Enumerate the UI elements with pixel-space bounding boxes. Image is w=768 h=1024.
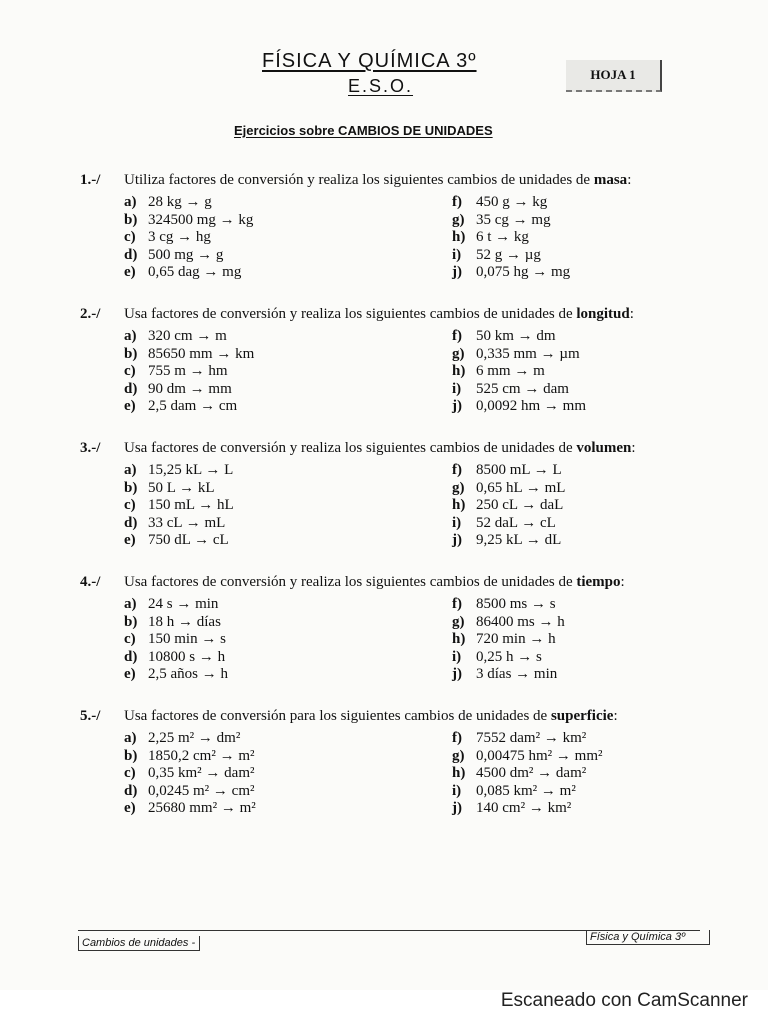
item-conversion: 52 daL → cL xyxy=(476,514,556,531)
item-conversion: 0,35 km² → dam² xyxy=(148,765,255,781)
item-conversion: 525 cm → dam xyxy=(476,380,569,397)
exercise-number: 2.-/ xyxy=(80,306,101,322)
exercise-instruction xyxy=(124,306,634,323)
exercise-item xyxy=(452,765,603,783)
item-label: a) xyxy=(124,462,137,478)
item-conversion: 720 min → h xyxy=(476,631,556,647)
exercise-item xyxy=(124,765,256,783)
item-label: h) xyxy=(452,229,466,245)
item-label: i) xyxy=(452,782,462,799)
item-conversion: 6 t → kg xyxy=(476,229,529,245)
exercise-column-left xyxy=(124,328,254,416)
item-label: h) xyxy=(452,497,466,513)
item-label: e) xyxy=(124,398,136,414)
item-conversion: 35 cg → mg xyxy=(476,211,551,228)
item-conversion: 0,65 hL → mL xyxy=(476,479,566,496)
item-conversion: 50 km → dm xyxy=(476,328,556,344)
item-conversion: 10800 s → h xyxy=(148,648,226,665)
exercise-item xyxy=(124,614,228,632)
item-label: b) xyxy=(124,345,138,362)
item-conversion: 150 mL → hL xyxy=(148,497,234,513)
exercise-item xyxy=(452,398,586,416)
item-label: i) xyxy=(452,246,462,263)
exercise-column-right xyxy=(452,328,586,416)
exercise-number: 1.-/ xyxy=(80,172,101,188)
item-label: e) xyxy=(124,666,136,682)
exercise-item xyxy=(124,264,253,282)
instruction-end: : xyxy=(620,574,625,590)
exercise-item xyxy=(124,497,234,515)
item-conversion: 0,65 dag → mg xyxy=(148,264,242,280)
exercise-item xyxy=(452,480,565,498)
item-label: c) xyxy=(124,631,136,647)
item-conversion: 25680 mm² → m² xyxy=(148,800,256,816)
exercise-column-left xyxy=(124,462,234,550)
exercise-item xyxy=(452,264,570,282)
exercise-instruction xyxy=(124,172,631,189)
item-conversion: 8500 ms → s xyxy=(476,596,556,612)
exercise-item xyxy=(124,398,254,416)
item-label: b) xyxy=(124,613,138,630)
page-subtitle: E.S.O. xyxy=(348,76,414,96)
item-conversion: 750 dL → cL xyxy=(148,532,229,548)
item-conversion: 3 cg → hg xyxy=(148,229,211,245)
item-label: i) xyxy=(452,380,462,397)
item-conversion: 1850,2 cm² → m² xyxy=(148,747,255,764)
item-label: f) xyxy=(452,596,462,612)
item-conversion: 52 g → µg xyxy=(476,246,541,263)
item-label: j) xyxy=(452,532,462,548)
item-label: e) xyxy=(124,800,136,816)
item-label: f) xyxy=(452,194,462,210)
item-conversion: 0,0092 hm → mm xyxy=(476,398,587,414)
exercise-number: 4.-/ xyxy=(80,574,101,590)
footer-left-label: Cambios de unidades - xyxy=(78,936,200,951)
item-label: e) xyxy=(124,264,136,280)
exercise-column-left xyxy=(124,194,253,282)
exercise-column-right xyxy=(452,730,603,818)
exercise-item xyxy=(124,631,228,649)
exercise-item xyxy=(124,532,234,550)
item-label: j) xyxy=(452,800,462,816)
exercise-item xyxy=(452,614,565,632)
item-label: h) xyxy=(452,631,466,647)
exercise-item xyxy=(452,666,565,684)
instruction-end: : xyxy=(629,306,634,322)
item-label: d) xyxy=(124,246,138,263)
item-label: b) xyxy=(124,211,138,228)
exercise-item xyxy=(124,800,256,818)
scanner-watermark: Escaneado con CamScanner xyxy=(500,990,748,1011)
item-label: c) xyxy=(124,497,136,513)
item-label: h) xyxy=(452,765,466,781)
exercise-item xyxy=(124,649,228,667)
instruction-text: Usa factores de conversión para los siguientes cambios de unidades de xyxy=(124,708,551,724)
exercise-item xyxy=(124,212,253,230)
item-label: d) xyxy=(124,648,138,665)
exercise-item xyxy=(452,596,565,614)
item-conversion: 140 cm² → km² xyxy=(476,800,572,816)
item-label: i) xyxy=(452,514,462,531)
item-conversion: 150 min → s xyxy=(148,631,226,647)
exercise-item xyxy=(124,515,234,533)
item-conversion: 15,25 kL → L xyxy=(148,462,234,478)
page-title: FÍSICA Y QUÍMICA 3º xyxy=(262,50,477,72)
item-label: e) xyxy=(124,532,136,548)
item-conversion: 8500 mL → L xyxy=(476,462,562,478)
section-title: Ejercicios sobre CAMBIOS DE UNIDADES xyxy=(234,123,493,138)
item-label: f) xyxy=(452,462,462,478)
exercise-item xyxy=(452,649,565,667)
item-conversion: 0,00475 hm² → mm² xyxy=(476,747,603,764)
item-label: d) xyxy=(124,380,138,397)
instruction-text: Usa factores de conversión y realiza los siguientes cambios de unidades de xyxy=(124,440,577,456)
item-label: b) xyxy=(124,747,138,764)
exercise-item xyxy=(452,247,570,265)
item-label: a) xyxy=(124,194,137,210)
exercise-item xyxy=(452,515,565,533)
item-label: j) xyxy=(452,398,462,414)
exercise-item xyxy=(452,730,603,748)
instruction-text: Usa factores de conversión y realiza los siguientes cambios de unidades de xyxy=(124,306,577,322)
item-conversion: 50 L → kL xyxy=(148,479,215,496)
item-label: c) xyxy=(124,363,136,379)
instruction-keyword: superficie xyxy=(550,708,614,724)
item-label: g) xyxy=(452,747,465,764)
item-conversion: 324500 mg → kg xyxy=(148,211,254,228)
exercise-item xyxy=(124,480,234,498)
exercise-item xyxy=(124,748,256,766)
instruction-keyword: volumen xyxy=(576,440,632,456)
item-conversion: 500 mg → g xyxy=(148,246,224,263)
item-label: j) xyxy=(452,666,462,682)
item-conversion: 320 cm → m xyxy=(148,328,227,344)
instruction-text: Utiliza factores de conversión y realiza los siguientes cambios de unidades de xyxy=(124,172,594,188)
exercise-item xyxy=(124,730,256,748)
item-conversion: 3 días → min xyxy=(476,666,558,682)
exercise-instruction xyxy=(124,574,625,591)
instruction-keyword: longitud xyxy=(576,306,630,322)
item-conversion: 0,075 hg → mg xyxy=(476,264,571,280)
item-label: g) xyxy=(452,613,465,630)
exercise-instruction xyxy=(124,440,636,457)
item-conversion: 0,085 km² → m² xyxy=(476,782,576,799)
exercise-item xyxy=(452,497,565,515)
item-label: a) xyxy=(124,328,137,344)
item-conversion: 6 mm → m xyxy=(476,363,545,379)
exercise-column-left xyxy=(124,730,256,818)
item-conversion: 2,25 m² → dm² xyxy=(148,730,241,746)
exercise-item xyxy=(452,212,570,230)
exercise-item xyxy=(124,596,228,614)
exercise-column-right xyxy=(452,194,570,282)
exercise-item xyxy=(452,462,565,480)
item-conversion: 2,5 años → h xyxy=(148,666,228,682)
instruction-keyword: tiempo xyxy=(576,574,621,590)
instruction-end: : xyxy=(631,440,636,456)
item-conversion: 33 cL → mL xyxy=(148,514,226,531)
item-conversion: 4500 dm² → dam² xyxy=(476,765,587,781)
exercise-item xyxy=(124,247,253,265)
exercise-item xyxy=(452,783,603,801)
item-conversion: 90 dm → mm xyxy=(148,380,232,397)
exercise-item xyxy=(124,783,256,801)
item-label: c) xyxy=(124,765,136,781)
instruction-text: Usa factores de conversión y realiza los siguientes cambios de unidades de xyxy=(124,574,577,590)
exercise-item xyxy=(452,532,565,550)
item-label: c) xyxy=(124,229,136,245)
exercise-column-right xyxy=(452,462,565,550)
exercise-column-left xyxy=(124,596,228,684)
exercise-item xyxy=(452,631,565,649)
exercise-item xyxy=(452,194,570,212)
item-conversion: 28 kg → g xyxy=(148,194,212,210)
item-conversion: 450 g → kg xyxy=(476,194,548,210)
item-conversion: 18 h → días xyxy=(148,613,221,630)
exercise-item xyxy=(452,346,586,364)
footer-right-label: Física y Química 3º xyxy=(586,930,710,945)
exercise-number: 3.-/ xyxy=(80,440,101,456)
item-conversion: 250 cL → daL xyxy=(476,497,564,513)
exercise-item xyxy=(124,229,253,247)
exercise-item xyxy=(124,666,228,684)
exercise-item xyxy=(452,748,603,766)
item-label: f) xyxy=(452,328,462,344)
exercise-item xyxy=(452,363,586,381)
item-label: f) xyxy=(452,730,462,746)
item-conversion: 24 s → min xyxy=(148,596,219,612)
item-label: d) xyxy=(124,782,138,799)
item-label: j) xyxy=(452,264,462,280)
item-label: a) xyxy=(124,730,137,746)
item-conversion: 86400 ms → h xyxy=(476,613,565,630)
item-conversion: 755 m → hm xyxy=(148,363,228,379)
item-label: i) xyxy=(452,648,462,665)
item-label: h) xyxy=(452,363,466,379)
exercise-instruction xyxy=(124,708,618,725)
instruction-end: : xyxy=(627,172,632,188)
item-conversion: 85650 mm → km xyxy=(148,345,255,362)
item-label: d) xyxy=(124,514,138,531)
exercise-item xyxy=(124,381,254,399)
exercise-column-right xyxy=(452,596,565,684)
exercise-item xyxy=(452,800,603,818)
exercise-item xyxy=(452,381,586,399)
exercise-number: 5.-/ xyxy=(80,708,101,724)
instruction-keyword: masa xyxy=(593,172,628,188)
exercise-item xyxy=(124,363,254,381)
exercise-item xyxy=(124,328,254,346)
item-conversion: 9,25 kL → dL xyxy=(476,532,562,548)
item-conversion: 2,5 dam → cm xyxy=(148,398,238,414)
instruction-end: : xyxy=(613,708,618,724)
item-conversion: 0,0245 m² → cm² xyxy=(148,782,255,799)
exercise-item xyxy=(452,328,586,346)
item-conversion: 0,25 h → s xyxy=(476,648,542,665)
item-label: g) xyxy=(452,211,465,228)
item-label: g) xyxy=(452,479,465,496)
item-label: b) xyxy=(124,479,138,496)
exercise-item xyxy=(124,462,234,480)
exercise-item xyxy=(452,229,570,247)
exercise-item xyxy=(124,346,254,364)
item-label: g) xyxy=(452,345,465,362)
item-conversion: 7552 dam² → km² xyxy=(476,730,587,746)
item-conversion: 0,335 mm → µm xyxy=(476,345,580,362)
sheet-label: HOJA 1 xyxy=(566,60,662,92)
item-label: a) xyxy=(124,596,137,612)
exercise-item xyxy=(124,194,253,212)
